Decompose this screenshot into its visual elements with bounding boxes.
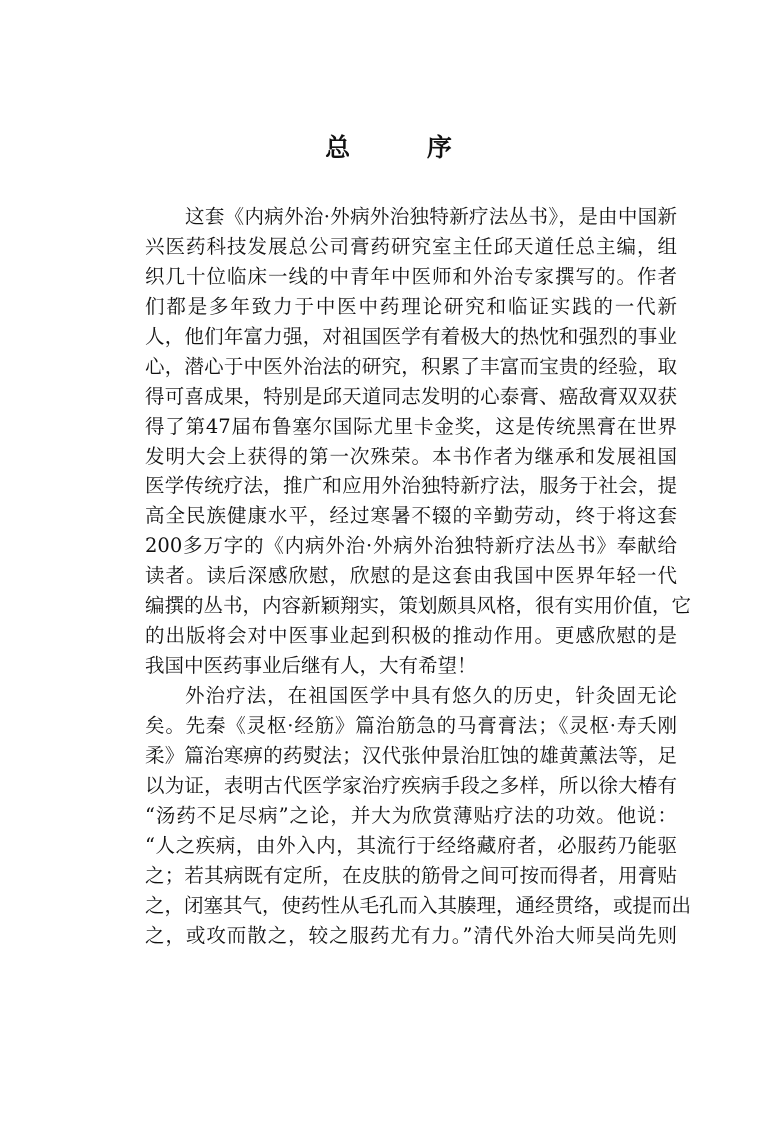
text-line: 得了第47届布鲁塞尔国际尤里卡金奖，这是传统黑膏在世界 — [145, 414, 677, 438]
text-line: 织几十位临床一线的中青年中医师和外治专家撰写的。作者 — [145, 264, 677, 288]
text-line: 兴医药科技发展总公司膏药研究室主任邱天道任总主编，组 — [145, 234, 677, 258]
text-line: 之；若其病既有定所，在皮肤的筋骨之间可按而得者，用膏贴 — [145, 863, 677, 887]
text-line: 心，潜心于中医外治法的研究，积累了丰富而宝贵的经验，取 — [145, 354, 677, 378]
text-line: 读者。读后深感欣慰，欣慰的是这套由我国中医界年轻一代 — [145, 564, 677, 588]
text-line: 发明大会上获得的第一次殊荣。本书作者为继承和发展祖国 — [145, 444, 677, 468]
text-line: 得可喜成果，特别是邱天道同志发明的心泰膏、癌敌膏双双获 — [145, 384, 677, 408]
text-line: “汤药不足尽病”之论，并大为欣赏薄贴疗法的功效。他说： — [145, 803, 677, 827]
text-line: 们都是多年致力于中医中药理论研究和临证实践的一代新 — [145, 294, 677, 318]
text-line: “人之疾病，由外入内，其流行于经络藏府者，必服药乃能驱 — [145, 833, 677, 857]
page-title: 总 序 — [325, 133, 486, 162]
text-line: 之，闭塞其气，使药性从毛孔而入其腠理，通经贯络，或提而出 — [145, 893, 692, 917]
paragraph-1 — [145, 202, 692, 681]
text-line: 的出版将会对中医事业起到积极的推动作用。更感欣慰的是 — [145, 624, 677, 648]
text-line: 200多万字的《内病外治·外病外治独特新疗法丛书》奉献给 — [145, 534, 677, 558]
text-line: 编撰的丛书，内容新颖翔实，策划颇具风格，很有实用价值，它 — [145, 594, 692, 618]
text-line: 之，或攻而散之，较之服药尤有力。”清代外治大师吴尚先则 — [145, 923, 677, 947]
text-line: 人，他们年富力强，对祖国医学有着极大的热忱和强烈的事业 — [145, 324, 677, 348]
text-line: 外治疗法，在祖国医学中具有悠久的历史，针灸固无论 — [185, 684, 677, 707]
preface-body — [145, 202, 692, 950]
text-line: 柔》篇治寒痹的药熨法；汉代张仲景治肛蚀的雄黄薰法等，足 — [145, 743, 677, 767]
text-line: 我国中医药事业后继有人，大有希望！ — [145, 654, 477, 678]
text-line: 医学传统疗法，推广和应用外治独特新疗法，服务于社会，提 — [145, 474, 677, 498]
text-line: 以为证，表明古代医学家治疗疾病手段之多样，所以徐大椿有 — [145, 773, 677, 797]
paragraph-2 — [145, 681, 692, 950]
text-line: 高全民族健康水平，经过寒暑不辍的辛勤劳动，终于将这套 — [145, 504, 677, 528]
text-line: 这套《内病外治·外病外治独特新疗法丛书》，是由中国新 — [185, 205, 677, 228]
text-line: 矣。先秦《灵枢·经筋》篇治筋急的马膏膏法；《灵枢·寿夭刚 — [145, 713, 677, 737]
